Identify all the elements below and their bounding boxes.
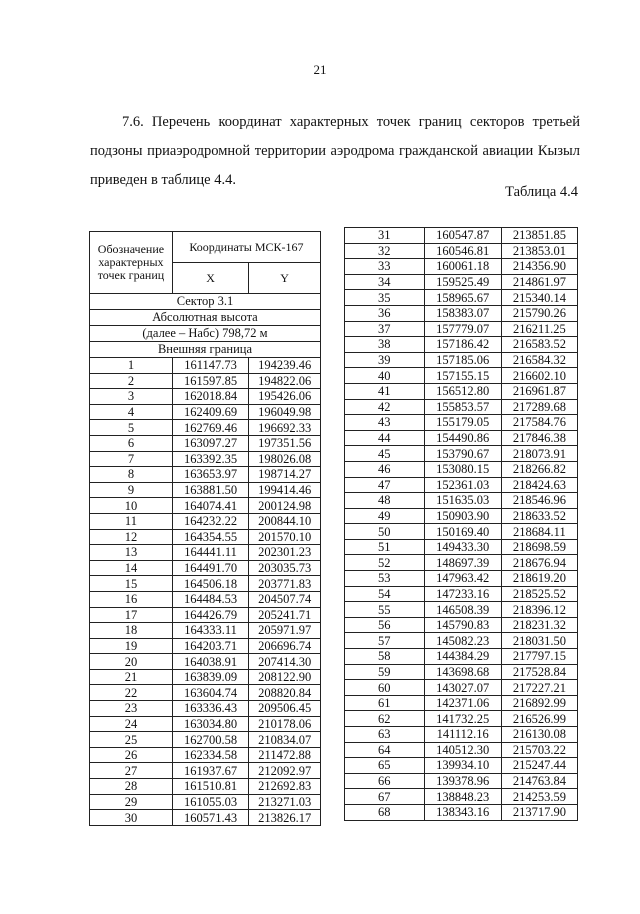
x-value: 150169.40 bbox=[424, 524, 501, 540]
x-value: 162700.58 bbox=[172, 732, 248, 748]
table-caption: Таблица 4.4 bbox=[505, 184, 578, 200]
sector-name: Сектор 3.1 bbox=[90, 294, 321, 310]
x-value: 155179.05 bbox=[424, 415, 501, 431]
table-row bbox=[345, 555, 578, 571]
x-value: 158383.07 bbox=[424, 305, 501, 321]
table-row bbox=[90, 420, 321, 436]
point-number: 5 bbox=[90, 420, 173, 436]
table-row bbox=[345, 477, 578, 493]
table-row bbox=[90, 404, 321, 420]
sector-boundary: Внешняя граница bbox=[90, 342, 321, 358]
table-row bbox=[345, 461, 578, 477]
point-number: 29 bbox=[90, 794, 173, 810]
point-number: 22 bbox=[90, 685, 173, 701]
point-number: 38 bbox=[345, 337, 425, 353]
x-value: 164441.11 bbox=[172, 545, 248, 561]
point-number: 6 bbox=[90, 435, 173, 451]
table-row bbox=[90, 716, 321, 732]
y-value: 217227.21 bbox=[501, 680, 577, 696]
y-value: 212692.83 bbox=[249, 779, 321, 795]
table-row bbox=[90, 545, 321, 561]
point-number: 7 bbox=[90, 451, 173, 467]
y-value: 215703.22 bbox=[501, 742, 577, 758]
point-number: 16 bbox=[90, 591, 173, 607]
y-value: 218676.94 bbox=[501, 555, 577, 571]
x-value: 161937.67 bbox=[172, 763, 248, 779]
x-value: 163839.09 bbox=[172, 669, 248, 685]
point-number: 58 bbox=[345, 649, 425, 665]
header-x: X bbox=[172, 263, 248, 294]
table-row bbox=[345, 539, 578, 555]
x-value: 138848.23 bbox=[424, 789, 501, 805]
table-row bbox=[345, 586, 578, 602]
table-row bbox=[345, 617, 578, 633]
y-value: 196692.33 bbox=[249, 420, 321, 436]
y-value: 216526.99 bbox=[501, 711, 577, 727]
point-number: 46 bbox=[345, 461, 425, 477]
point-number: 21 bbox=[90, 669, 173, 685]
sector-height-value: (далее – Набс) 798,72 м bbox=[90, 326, 321, 342]
table-row bbox=[90, 482, 321, 498]
x-value: 139378.96 bbox=[424, 773, 501, 789]
table-row bbox=[90, 529, 321, 545]
table-row bbox=[345, 571, 578, 587]
x-value: 164038.91 bbox=[172, 654, 248, 670]
y-value: 203771.83 bbox=[249, 576, 321, 592]
x-value: 164491.70 bbox=[172, 560, 248, 576]
point-number: 19 bbox=[90, 638, 173, 654]
y-value: 206696.74 bbox=[249, 638, 321, 654]
table-row bbox=[345, 695, 578, 711]
point-number: 33 bbox=[345, 259, 425, 275]
y-value: 203035.73 bbox=[249, 560, 321, 576]
x-value: 163653.97 bbox=[172, 467, 248, 483]
y-value: 198026.08 bbox=[249, 451, 321, 467]
y-value: 218266.82 bbox=[501, 461, 577, 477]
point-number: 59 bbox=[345, 664, 425, 680]
point-number: 20 bbox=[90, 654, 173, 670]
point-number: 42 bbox=[345, 399, 425, 415]
table-row bbox=[345, 415, 578, 431]
point-number: 67 bbox=[345, 789, 425, 805]
y-value: 202301.23 bbox=[249, 545, 321, 561]
y-value: 201570.10 bbox=[249, 529, 321, 545]
table-row bbox=[90, 779, 321, 795]
y-value: 194239.46 bbox=[249, 358, 321, 374]
y-value: 216583.52 bbox=[501, 337, 577, 353]
point-number: 32 bbox=[345, 243, 425, 259]
y-value: 218231.32 bbox=[501, 617, 577, 633]
table-row bbox=[90, 747, 321, 763]
x-value: 152361.03 bbox=[424, 477, 501, 493]
x-value: 141112.16 bbox=[424, 727, 501, 743]
y-value: 208820.84 bbox=[249, 685, 321, 701]
rows-right bbox=[345, 228, 578, 821]
y-value: 218633.52 bbox=[501, 508, 577, 524]
table-row bbox=[345, 352, 578, 368]
y-value: 214861.97 bbox=[501, 274, 577, 290]
sector-row bbox=[90, 310, 321, 326]
point-number: 56 bbox=[345, 617, 425, 633]
point-number: 35 bbox=[345, 290, 425, 306]
x-value: 161597.85 bbox=[172, 373, 248, 389]
point-number: 27 bbox=[90, 763, 173, 779]
point-number: 57 bbox=[345, 633, 425, 649]
x-value: 160061.18 bbox=[424, 259, 501, 275]
point-number: 53 bbox=[345, 571, 425, 587]
y-value: 213271.03 bbox=[249, 794, 321, 810]
y-value: 214763.84 bbox=[501, 773, 577, 789]
y-value: 197351.56 bbox=[249, 435, 321, 451]
y-value: 205971.97 bbox=[249, 623, 321, 639]
y-value: 218684.11 bbox=[501, 524, 577, 540]
sector-row bbox=[90, 342, 321, 358]
x-value: 162409.69 bbox=[172, 404, 248, 420]
x-value: 153790.67 bbox=[424, 446, 501, 462]
y-value: 218546.96 bbox=[501, 493, 577, 509]
table-row bbox=[345, 321, 578, 337]
point-number: 2 bbox=[90, 373, 173, 389]
x-value: 163034.80 bbox=[172, 716, 248, 732]
y-value: 218396.12 bbox=[501, 602, 577, 618]
point-number: 37 bbox=[345, 321, 425, 337]
x-value: 162769.46 bbox=[172, 420, 248, 436]
table-row bbox=[345, 633, 578, 649]
point-number: 52 bbox=[345, 555, 425, 571]
table-row bbox=[345, 758, 578, 774]
x-value: 158965.67 bbox=[424, 290, 501, 306]
table-row bbox=[345, 259, 578, 275]
table-row bbox=[90, 560, 321, 576]
point-number: 18 bbox=[90, 623, 173, 639]
point-number: 45 bbox=[345, 446, 425, 462]
y-value: 217289.68 bbox=[501, 399, 577, 415]
x-value: 144384.29 bbox=[424, 649, 501, 665]
y-value: 211472.88 bbox=[249, 747, 321, 763]
point-number: 63 bbox=[345, 727, 425, 743]
y-value: 216892.99 bbox=[501, 695, 577, 711]
x-value: 164354.55 bbox=[172, 529, 248, 545]
point-number: 44 bbox=[345, 430, 425, 446]
y-value: 196049.98 bbox=[249, 404, 321, 420]
y-value: 217797.15 bbox=[501, 649, 577, 665]
x-value: 159525.49 bbox=[424, 274, 501, 290]
x-value: 161147.73 bbox=[172, 358, 248, 374]
table-row bbox=[345, 742, 578, 758]
y-value: 214356.90 bbox=[501, 259, 577, 275]
y-value: 210834.07 bbox=[249, 732, 321, 748]
x-value: 146508.39 bbox=[424, 602, 501, 618]
x-value: 161055.03 bbox=[172, 794, 248, 810]
x-value: 164506.18 bbox=[172, 576, 248, 592]
y-value: 216602.10 bbox=[501, 368, 577, 384]
table-row bbox=[90, 591, 321, 607]
point-number: 1 bbox=[90, 358, 173, 374]
table-row bbox=[90, 576, 321, 592]
x-value: 164333.11 bbox=[172, 623, 248, 639]
point-number: 51 bbox=[345, 539, 425, 555]
point-number: 40 bbox=[345, 368, 425, 384]
point-number: 34 bbox=[345, 274, 425, 290]
x-value: 163881.50 bbox=[172, 482, 248, 498]
y-value: 218525.52 bbox=[501, 586, 577, 602]
table-row bbox=[90, 623, 321, 639]
header-points: Обозначение характерных точек границ bbox=[90, 232, 173, 294]
y-value: 217846.38 bbox=[501, 430, 577, 446]
x-value: 147233.16 bbox=[424, 586, 501, 602]
table-row bbox=[90, 607, 321, 623]
header-coordinates: Координаты МСК-167 bbox=[172, 232, 320, 263]
table-row bbox=[345, 804, 578, 820]
table-row bbox=[345, 383, 578, 399]
x-value: 164074.41 bbox=[172, 498, 248, 514]
y-value: 198714.27 bbox=[249, 467, 321, 483]
y-value: 210178.06 bbox=[249, 716, 321, 732]
intro-text: 7.6. Перечень координат характерных точек границ секторов третьей подзоны приаэродромной территории аэродрома гражданской авиации Кызыл приведен в таблице 4.4. bbox=[90, 114, 580, 188]
point-number: 23 bbox=[90, 701, 173, 717]
y-value: 209506.45 bbox=[249, 701, 321, 717]
point-number: 61 bbox=[345, 695, 425, 711]
table-row bbox=[90, 389, 321, 405]
y-value: 218073.91 bbox=[501, 446, 577, 462]
y-value: 212092.97 bbox=[249, 763, 321, 779]
y-value: 217528.84 bbox=[501, 664, 577, 680]
table-row bbox=[345, 274, 578, 290]
y-value: 204507.74 bbox=[249, 591, 321, 607]
x-value: 163097.27 bbox=[172, 435, 248, 451]
point-number: 11 bbox=[90, 513, 173, 529]
point-number: 14 bbox=[90, 560, 173, 576]
table-row bbox=[90, 654, 321, 670]
y-value: 215790.26 bbox=[501, 305, 577, 321]
table-row bbox=[345, 337, 578, 353]
x-value: 139934.10 bbox=[424, 758, 501, 774]
table-row bbox=[345, 368, 578, 384]
x-value: 157779.07 bbox=[424, 321, 501, 337]
table-row bbox=[90, 451, 321, 467]
table-row bbox=[90, 373, 321, 389]
table-row bbox=[90, 701, 321, 717]
x-value: 148697.39 bbox=[424, 555, 501, 571]
y-value: 218031.50 bbox=[501, 633, 577, 649]
header-y: Y bbox=[249, 263, 321, 294]
x-value: 162018.84 bbox=[172, 389, 248, 405]
y-value: 205241.71 bbox=[249, 607, 321, 623]
x-value: 164426.79 bbox=[172, 607, 248, 623]
point-number: 68 bbox=[345, 804, 425, 820]
table-row bbox=[90, 794, 321, 810]
y-value: 213853.01 bbox=[501, 243, 577, 259]
y-value: 199414.46 bbox=[249, 482, 321, 498]
point-number: 15 bbox=[90, 576, 173, 592]
point-number: 12 bbox=[90, 529, 173, 545]
point-number: 39 bbox=[345, 352, 425, 368]
intro-paragraph bbox=[90, 108, 580, 195]
x-value: 163604.74 bbox=[172, 685, 248, 701]
x-value: 160571.43 bbox=[172, 810, 248, 826]
table-row bbox=[345, 680, 578, 696]
x-value: 164203.71 bbox=[172, 638, 248, 654]
table-header-row bbox=[90, 232, 321, 263]
table-row bbox=[345, 446, 578, 462]
point-number: 60 bbox=[345, 680, 425, 696]
point-number: 24 bbox=[90, 716, 173, 732]
y-value: 215340.14 bbox=[501, 290, 577, 306]
sector-height-label: Абсолютная высота bbox=[90, 310, 321, 326]
table-row bbox=[345, 789, 578, 805]
x-value: 142371.06 bbox=[424, 695, 501, 711]
sector-row bbox=[90, 326, 321, 342]
y-value: 218619.20 bbox=[501, 571, 577, 587]
point-number: 28 bbox=[90, 779, 173, 795]
point-number: 48 bbox=[345, 493, 425, 509]
y-value: 213717.90 bbox=[501, 804, 577, 820]
x-value: 138343.16 bbox=[424, 804, 501, 820]
table-row bbox=[90, 358, 321, 374]
y-value: 217584.76 bbox=[501, 415, 577, 431]
x-value: 161510.81 bbox=[172, 779, 248, 795]
point-number: 66 bbox=[345, 773, 425, 789]
table-row bbox=[345, 399, 578, 415]
x-value: 150903.90 bbox=[424, 508, 501, 524]
y-value: 218698.59 bbox=[501, 539, 577, 555]
table-row bbox=[90, 732, 321, 748]
x-value: 143027.07 bbox=[424, 680, 501, 696]
table-row bbox=[345, 493, 578, 509]
point-number: 49 bbox=[345, 508, 425, 524]
x-value: 140512.30 bbox=[424, 742, 501, 758]
table-row bbox=[90, 669, 321, 685]
table-row bbox=[345, 430, 578, 446]
point-number: 47 bbox=[345, 477, 425, 493]
table-row bbox=[90, 685, 321, 701]
x-value: 143698.68 bbox=[424, 664, 501, 680]
y-value: 200124.98 bbox=[249, 498, 321, 514]
point-number: 30 bbox=[90, 810, 173, 826]
table-row bbox=[90, 513, 321, 529]
x-value: 151635.03 bbox=[424, 493, 501, 509]
x-value: 147963.42 bbox=[424, 571, 501, 587]
table-row bbox=[345, 508, 578, 524]
table-row bbox=[90, 638, 321, 654]
point-number: 26 bbox=[90, 747, 173, 763]
table-row bbox=[345, 773, 578, 789]
y-value: 207414.30 bbox=[249, 654, 321, 670]
y-value: 213826.17 bbox=[249, 810, 321, 826]
sector-row bbox=[90, 294, 321, 310]
table-row bbox=[345, 243, 578, 259]
table-row bbox=[90, 435, 321, 451]
table-row bbox=[345, 711, 578, 727]
rows-left bbox=[90, 358, 321, 826]
table-row bbox=[90, 810, 321, 826]
point-number: 55 bbox=[345, 602, 425, 618]
table-row bbox=[345, 664, 578, 680]
table-row bbox=[345, 727, 578, 743]
table-row bbox=[90, 498, 321, 514]
table-row bbox=[345, 524, 578, 540]
y-value: 216584.32 bbox=[501, 352, 577, 368]
y-value: 200844.10 bbox=[249, 513, 321, 529]
point-number: 64 bbox=[345, 742, 425, 758]
x-value: 155853.57 bbox=[424, 399, 501, 415]
point-number: 43 bbox=[345, 415, 425, 431]
x-value: 145790.83 bbox=[424, 617, 501, 633]
x-value: 156512.80 bbox=[424, 383, 501, 399]
point-number: 62 bbox=[345, 711, 425, 727]
x-value: 154490.86 bbox=[424, 430, 501, 446]
table-row bbox=[90, 467, 321, 483]
table-row bbox=[345, 649, 578, 665]
point-number: 10 bbox=[90, 498, 173, 514]
y-value: 214253.59 bbox=[501, 789, 577, 805]
point-number: 3 bbox=[90, 389, 173, 405]
x-value: 157186.42 bbox=[424, 337, 501, 353]
point-number: 25 bbox=[90, 732, 173, 748]
x-value: 163392.35 bbox=[172, 451, 248, 467]
y-value: 216961.87 bbox=[501, 383, 577, 399]
point-number: 8 bbox=[90, 467, 173, 483]
y-value: 215247.44 bbox=[501, 758, 577, 774]
coordinates-table-left bbox=[89, 231, 321, 826]
point-number: 17 bbox=[90, 607, 173, 623]
point-number: 65 bbox=[345, 758, 425, 774]
y-value: 208122.90 bbox=[249, 669, 321, 685]
y-value: 216130.08 bbox=[501, 727, 577, 743]
point-number: 54 bbox=[345, 586, 425, 602]
x-value: 157155.15 bbox=[424, 368, 501, 384]
point-number: 4 bbox=[90, 404, 173, 420]
table-row bbox=[345, 305, 578, 321]
point-number: 36 bbox=[345, 305, 425, 321]
point-number: 50 bbox=[345, 524, 425, 540]
x-value: 160547.87 bbox=[424, 228, 501, 244]
x-value: 141732.25 bbox=[424, 711, 501, 727]
page-number: 21 bbox=[313, 62, 327, 77]
x-value: 153080.15 bbox=[424, 461, 501, 477]
x-value: 162334.58 bbox=[172, 747, 248, 763]
x-value: 145082.23 bbox=[424, 633, 501, 649]
y-value: 213851.85 bbox=[501, 228, 577, 244]
point-number: 31 bbox=[345, 228, 425, 244]
table-row bbox=[90, 763, 321, 779]
x-value: 163336.43 bbox=[172, 701, 248, 717]
y-value: 218424.63 bbox=[501, 477, 577, 493]
coordinates-table-right bbox=[344, 227, 578, 821]
y-value: 195426.06 bbox=[249, 389, 321, 405]
point-number: 41 bbox=[345, 383, 425, 399]
x-value: 157185.06 bbox=[424, 352, 501, 368]
y-value: 216211.25 bbox=[501, 321, 577, 337]
y-value: 194822.06 bbox=[249, 373, 321, 389]
x-value: 164232.22 bbox=[172, 513, 248, 529]
x-value: 164484.53 bbox=[172, 591, 248, 607]
table-row bbox=[345, 602, 578, 618]
point-number: 13 bbox=[90, 545, 173, 561]
table-row bbox=[345, 228, 578, 244]
table-row bbox=[345, 290, 578, 306]
x-value: 160546.81 bbox=[424, 243, 501, 259]
point-number: 9 bbox=[90, 482, 173, 498]
x-value: 149433.30 bbox=[424, 539, 501, 555]
